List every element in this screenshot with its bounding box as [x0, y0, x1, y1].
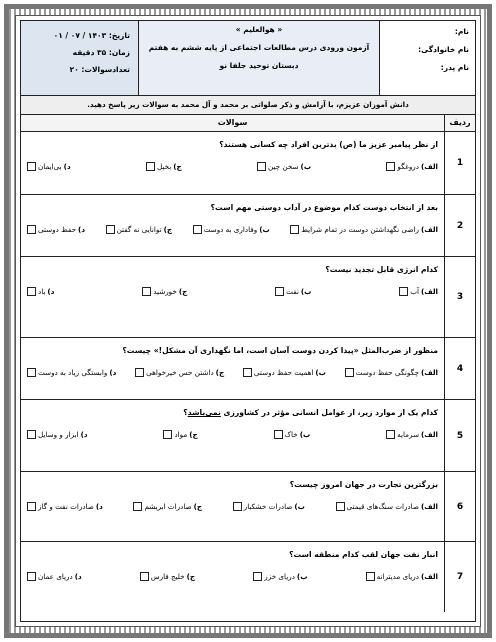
options: [27, 287, 438, 296]
option: [233, 502, 305, 511]
question-body: [21, 257, 444, 337]
exam-meta: [21, 21, 139, 95]
option: [386, 430, 438, 439]
option-text: آب: [410, 287, 419, 296]
option: [27, 162, 71, 171]
option-text: باد: [38, 287, 46, 296]
answer-checkbox[interactable]: [386, 430, 395, 439]
question-body: [21, 132, 444, 194]
option-letter: د): [109, 368, 117, 377]
option: [366, 572, 438, 581]
col-num: ردیف: [444, 115, 475, 131]
question-body: [21, 542, 444, 612]
question-body: [21, 472, 444, 541]
option-letter: ب): [300, 162, 312, 171]
option-letter: الف): [420, 502, 438, 511]
option: [140, 572, 195, 581]
answer-checkbox[interactable]: [345, 368, 354, 377]
option-text: اهمیت حفظ دوستی: [253, 368, 314, 377]
option-letter: ب): [294, 502, 305, 511]
instructions: دانش آموزان عزیزم، با آرامش و ذکر صلواتی بر محمد و آل محمد به سوالات زیر پاسخ دهید.: [21, 96, 475, 115]
answer-checkbox[interactable]: [386, 162, 395, 171]
option-letter: د): [63, 162, 71, 171]
answer-checkbox[interactable]: [27, 162, 36, 171]
option-text: وابستگی زیاد به دوست: [38, 368, 108, 377]
answer-checkbox[interactable]: [336, 502, 345, 511]
answer-checkbox[interactable]: [290, 225, 299, 234]
option: [27, 225, 85, 234]
option-letter: ج): [178, 287, 188, 296]
option-text: مواد: [174, 430, 188, 439]
question-row: [21, 257, 475, 338]
options: [27, 225, 438, 234]
option-letter: ج): [215, 368, 225, 377]
answer-checkbox[interactable]: [27, 430, 36, 439]
option: [106, 225, 172, 234]
option: [27, 572, 82, 581]
question-text-part: کدام یک از موارد زیر، از عوامل انسانی مؤثر در کشاورزی: [220, 408, 438, 417]
question-row: [21, 542, 475, 612]
option-text: دریای عمان: [38, 572, 73, 581]
column-headers: [21, 115, 475, 132]
option-text: خاک: [284, 430, 298, 439]
option-letter: ب): [299, 430, 311, 439]
answer-checkbox[interactable]: [243, 368, 252, 377]
option: [193, 225, 270, 234]
option-text: صادرات ابریشم: [144, 502, 192, 511]
question-body: [21, 400, 444, 471]
option-letter: ب): [300, 287, 312, 296]
option-text: حفظ دوستی: [38, 225, 77, 234]
option: [27, 368, 116, 377]
option-letter: الف): [420, 430, 438, 439]
option: [142, 287, 187, 296]
question-text: از نظر پیامبر عزیز ما (ص) بدترین افراد چه کسانی هستند؟: [219, 140, 438, 149]
option-text: توانایی نه گفتن: [116, 225, 162, 234]
option: [399, 287, 438, 296]
question-row: [21, 400, 475, 472]
question-number: 6: [444, 472, 475, 541]
question-text: انبار نفت جهان لقب کدام منطقه است؟: [289, 550, 438, 559]
option-letter: الف): [420, 162, 438, 171]
option-letter: ج): [193, 502, 203, 511]
question-list: [21, 132, 475, 612]
option: [27, 502, 103, 511]
options: [27, 572, 438, 581]
option-letter: ب): [296, 572, 308, 581]
option: [27, 287, 54, 296]
option-text: صادرات نفت و گاز: [38, 502, 94, 511]
option: [290, 225, 438, 234]
option: [27, 430, 88, 439]
option-text: خلیج فارس: [150, 572, 185, 581]
answer-checkbox[interactable]: [27, 572, 36, 581]
option-letter: د): [80, 430, 88, 439]
exam-sheet: [20, 20, 476, 622]
exam-title-block: [139, 21, 379, 95]
answer-checkbox[interactable]: [146, 162, 155, 171]
question-text: بزرگترین تجارت در جهان امروز چیست؟: [289, 480, 438, 489]
question-number: 2: [444, 195, 475, 256]
option-letter: د): [95, 502, 103, 511]
question-body: [21, 195, 444, 256]
answer-checkbox[interactable]: [133, 502, 142, 511]
option-letter: ج): [189, 430, 198, 439]
answer-checkbox[interactable]: [366, 572, 375, 581]
school-name: دبستان توحید جلفا نو: [219, 61, 299, 70]
answer-checkbox[interactable]: [163, 430, 172, 439]
question-body: [21, 338, 444, 399]
option-letter: ج): [173, 162, 182, 171]
option-letter: الف): [420, 368, 438, 377]
option-text: چگونگی حفظ دوست: [355, 368, 419, 377]
answer-checkbox[interactable]: [27, 502, 36, 511]
student-info: [379, 21, 475, 95]
option-text: دریای خزر: [264, 572, 295, 581]
options: [27, 430, 438, 439]
answer-checkbox[interactable]: [27, 225, 36, 234]
question-number: 3: [444, 257, 475, 337]
option: [163, 430, 197, 439]
option-text: وفاداری به دوست: [203, 225, 258, 234]
option-text: سرمایه: [397, 430, 419, 439]
option-text: دریای مدیترانه: [376, 572, 419, 581]
question-number: 4: [444, 338, 475, 399]
answer-checkbox[interactable]: [257, 162, 266, 171]
option: [274, 430, 311, 439]
question-text: کدام انرژی قابل تجدید نیست؟: [325, 265, 438, 274]
name-label: نام:: [454, 27, 469, 36]
option-text: دروغگو: [397, 162, 419, 171]
exam-title: آزمون ورودی درس مطالعات اجتماعی از پایه ششم به هفتم: [148, 43, 370, 52]
question-number: 7: [444, 542, 475, 612]
question-number: 1: [444, 132, 475, 194]
exam-header: [21, 21, 475, 96]
option-text: صادرات خشکبار: [243, 502, 293, 511]
option-text: بی‌ایمان: [38, 162, 62, 171]
question-number: 5: [444, 400, 475, 471]
option-letter: د): [47, 287, 55, 296]
options: [27, 502, 438, 511]
answer-checkbox[interactable]: [135, 368, 144, 377]
option-letter: ب): [315, 368, 326, 377]
option-letter: د): [74, 572, 82, 581]
answer-checkbox[interactable]: [140, 572, 149, 581]
option-letter: الف): [420, 572, 438, 581]
school-motto: « هوالعلیم »: [235, 25, 283, 34]
option-text: نفت: [286, 287, 299, 296]
col-questions: سوالات: [21, 115, 444, 131]
question-text: [27, 408, 438, 430]
option-letter: ج): [186, 572, 196, 581]
option-letter: الف): [420, 225, 438, 234]
family-label: نام خانوادگی:: [418, 45, 469, 54]
option: [345, 368, 438, 377]
option-text: سخن چین: [268, 162, 299, 171]
question-row: [21, 132, 475, 195]
option-text: خورشید: [153, 287, 177, 296]
options: [27, 162, 438, 171]
option: [243, 368, 326, 377]
question-text-emphasis: نمی‌باشد: [187, 408, 221, 417]
option-text: صادرات سنگ‌های قیمتی: [346, 502, 419, 511]
option-letter: د): [78, 225, 86, 234]
option-letter: الف): [420, 287, 438, 296]
option: [135, 368, 224, 377]
question-text-part: ؟: [183, 408, 188, 417]
answer-checkbox[interactable]: [106, 225, 115, 234]
option-letter: ب): [259, 225, 270, 234]
question-text: بعد از انتخاب دوست کدام موضوع در آداب دوستی مهم است؟: [210, 203, 438, 212]
father-label: نام پدر:: [440, 63, 469, 72]
option: [386, 162, 438, 171]
option: [275, 287, 311, 296]
answer-checkbox[interactable]: [233, 502, 242, 511]
answer-checkbox[interactable]: [27, 368, 36, 377]
option-letter: ج): [163, 225, 173, 234]
answer-checkbox[interactable]: [253, 572, 262, 581]
exam-time: زمان: ۳۵ دقیقه: [72, 48, 130, 57]
answer-checkbox[interactable]: [142, 287, 151, 296]
question-text: منظور از ضرب‌المثل «پیدا کردن دوست آسان است، اما نگهداری آن مشکل!» چیست؟: [122, 346, 438, 355]
option: [336, 502, 438, 511]
question-count: تعدادسوالات: ۲۰: [69, 65, 130, 74]
option-text: راضی نگهداشتن دوست در تمام شرایط: [301, 225, 419, 234]
option: [133, 502, 202, 511]
option: [146, 162, 182, 171]
option-text: داشتن حس خیرخواهی: [146, 368, 214, 377]
exam-date: تاریخ: ۱۴۰۳ / ۰۷ / ۰۱: [53, 31, 130, 40]
option-text: بخیل: [156, 162, 172, 171]
answer-checkbox[interactable]: [399, 287, 408, 296]
answer-checkbox[interactable]: [27, 287, 36, 296]
answer-checkbox[interactable]: [275, 287, 284, 296]
option-text: ابزار و وسایل: [38, 430, 79, 439]
options: [27, 368, 438, 377]
question-row: [21, 195, 475, 257]
option: [253, 572, 307, 581]
question-row: [21, 338, 475, 400]
answer-checkbox[interactable]: [193, 225, 202, 234]
answer-checkbox[interactable]: [274, 430, 283, 439]
question-row: [21, 472, 475, 542]
option: [257, 162, 311, 171]
